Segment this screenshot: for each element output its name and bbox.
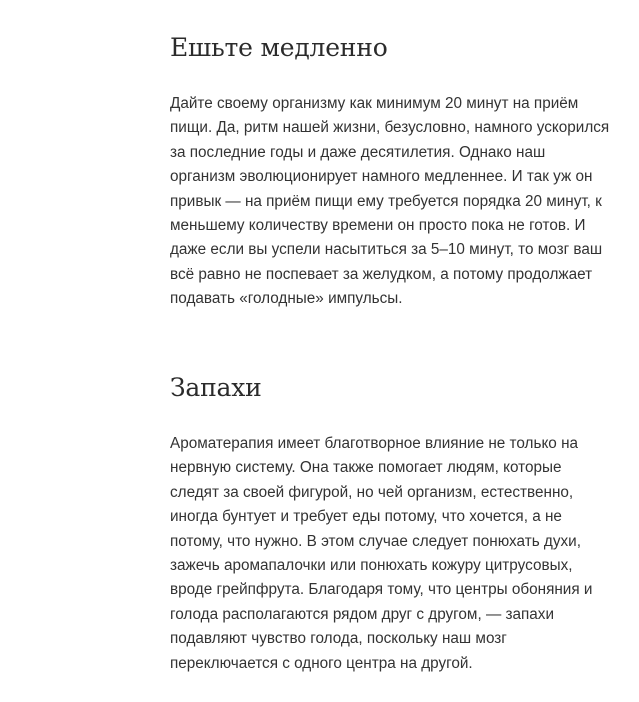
section-body-eat-slowly: Дайте своему организму как минимум 20 минут на приём пищи. Да, ритм нашей жизни, безусловно, намного ускорился за последние годы и даже десятилетия. Однако наш организм эволюционирует намного медленнее. И так уж он привык — на приём пищи ему требуется порядка 20 минут, к меньшему количеству времени он просто пока не готов. И даже если вы успели насытиться за 5–10 минут, то мозг ваш всё равно не поспевает за желудком, а потому продолжает подавать «голодные» импульсы. [170, 95, 610, 308]
section-body-smells: Ароматерапия имеет благотворное влияние не только на нервную систему. Она также помогает людям, которые следят за своей фигурой, но чей организм, естественно, иногда бунтует и требует еды потому, что хочется, а не потому, что нужно. В этом случае следует понюхать духи, зажечь аромапалочки или понюхать кожуру цитрусовых, вроде грейпфрута. Благодаря тому, что центры обоняния и голода располагаются рядом друг с другом, — запахи подавляют чувство голода, поскольку наш мозг переключается с одного центра на другой. [170, 435, 593, 672]
section-heading-eat-slowly: Ешьте медленно [170, 33, 388, 62]
section-heading-smells: Запахи [170, 373, 262, 402]
